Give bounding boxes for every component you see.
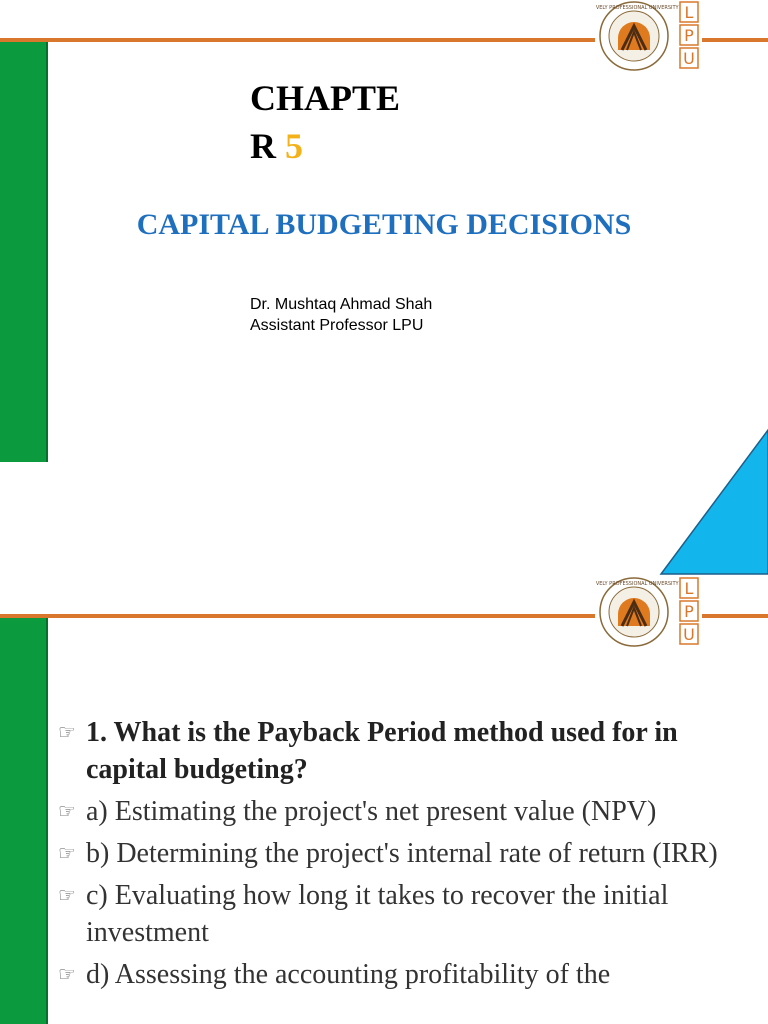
logo-letter-u: U: [683, 625, 695, 644]
logo-letter-u: U: [683, 49, 695, 68]
question-item: [58, 714, 748, 788]
logo-letter-l: L: [684, 3, 694, 22]
hand-pointer-icon: ☞: [58, 962, 76, 986]
logo-ring-text: LOVELY PROFESSIONAL UNIVERSITY: [596, 5, 679, 11]
option-text: b) Determining the project's internal rate of return (IRR): [86, 838, 718, 869]
chapter-number: 5: [285, 126, 303, 166]
orange-header-line-left: [0, 614, 595, 618]
hand-pointer-icon: ☞: [58, 799, 76, 823]
logo-letter-p: P: [684, 602, 694, 621]
option-item-a: [58, 793, 748, 830]
chapter-heading-line1: CHAPTE: [250, 78, 401, 118]
orange-header-line-right: [702, 614, 768, 618]
question-slide: [0, 576, 768, 1024]
author-name: Dr. Mushtaq Ahmad Shah: [250, 296, 433, 313]
option-text: c) Evaluating how long it takes to recover the initial investment: [86, 880, 669, 948]
question-text: 1. What is the Payback Period method used for in capital budgeting?: [86, 717, 678, 785]
option-item-d: [58, 956, 748, 993]
option-item-c: [58, 877, 748, 951]
option-item-b: [58, 835, 748, 872]
option-text: d) Assessing the accounting profitability of the: [86, 959, 611, 990]
lpu-emblem-icon: [596, 576, 704, 648]
option-text: a) Estimating the project's net present value (NPV): [86, 796, 657, 827]
logo-ring-text: LOVELY PROFESSIONAL UNIVERSITY: [596, 581, 679, 587]
hand-pointer-icon: ☞: [58, 841, 76, 865]
hand-pointer-icon: ☞: [58, 883, 76, 907]
green-side-bar: [0, 614, 48, 1024]
author-title: Assistant Professor LPU: [250, 317, 424, 334]
subject-title: CAPITAL BUDGETING DECISIONS: [136, 208, 632, 241]
chapter-heading-prefix: R: [250, 126, 276, 166]
lpu-logo: [596, 576, 704, 653]
question-list: [58, 714, 748, 998]
logo-letter-p: P: [684, 26, 694, 45]
hand-pointer-icon: ☞: [58, 720, 76, 744]
logo-letter-l: L: [684, 579, 694, 598]
